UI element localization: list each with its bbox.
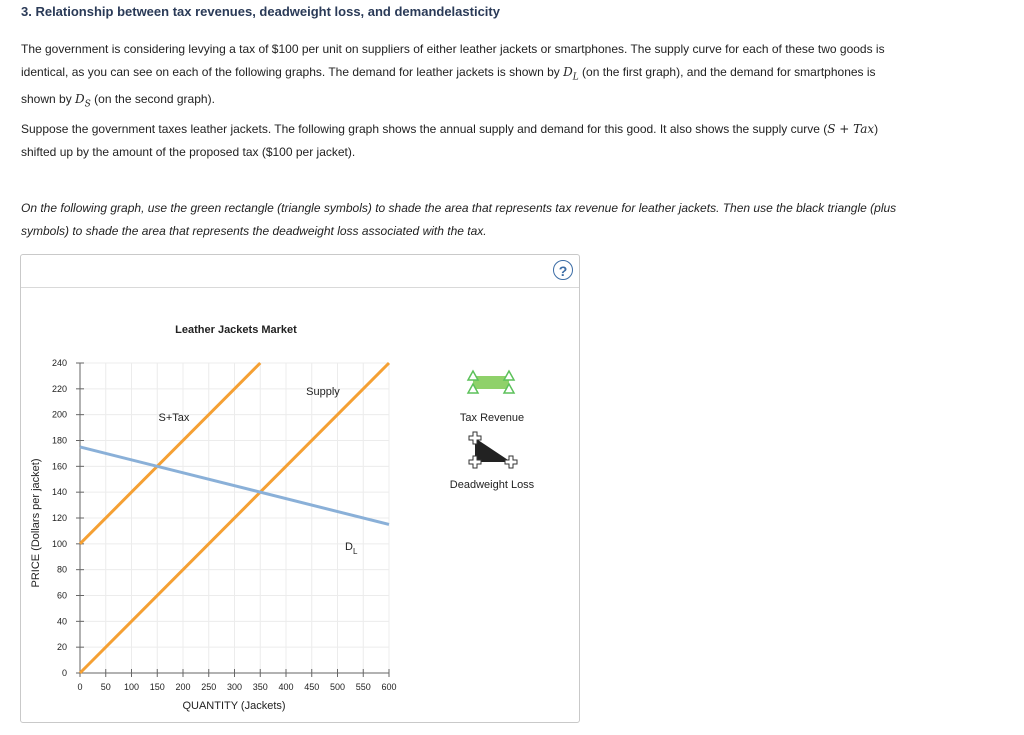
tax-text-1: Suppose the government taxes leather jackets. The following graph shows the annual supply and demand for this good. It also shows the supply curve ( xyxy=(21,122,828,136)
triangle-marker-icon xyxy=(504,371,514,380)
instruction-paragraph: On the following graph, use the green rectangle (triangle symbols) to shade the area that represents tax revenue for leather jackets. Then use the black triangle (plus symbols) to shade the area that represents the deadweight loss associated with the tax. xyxy=(21,201,897,238)
x-tick-label: 0 xyxy=(77,682,83,692)
chart-title: Leather Jackets Market xyxy=(175,324,297,336)
plus-marker-icon xyxy=(505,456,517,468)
chart-legend xyxy=(450,371,535,491)
graph-panel xyxy=(20,254,580,723)
y-tick-label: 160 xyxy=(51,461,67,472)
tax-revenue-swatch xyxy=(473,376,509,389)
y-tick-label: 240 xyxy=(51,358,67,368)
x-tick-label: 100 xyxy=(123,682,140,692)
x-tick-label: 50 xyxy=(100,682,111,692)
triangle-marker-icon xyxy=(468,371,478,380)
x-tick-label: 150 xyxy=(149,682,165,692)
y-tick-label: 100 xyxy=(51,538,67,549)
x-axis-label: QUANTITY (Jackets) xyxy=(182,700,286,712)
leather-jackets-chart[interactable] xyxy=(21,255,579,722)
demand-curve-label: $D_L$ xyxy=(345,541,358,556)
y-tick-label: 40 xyxy=(56,616,67,627)
x-tick-label: 450 xyxy=(304,682,320,692)
y-axis-label: PRICE (Dollars per jacket) xyxy=(30,458,42,588)
x-tick-label: 300 xyxy=(226,682,243,692)
x-tick-label: 600 xyxy=(381,682,397,692)
chart-series-labels xyxy=(159,386,358,556)
y-tick-label: 60 xyxy=(56,590,67,601)
tax-text-2: ) shifted up by the amount of the proposed tax ($100 per jacket). xyxy=(21,122,879,159)
x-tick-label: 400 xyxy=(278,682,294,692)
question-heading: 3. Relationship between tax revenues, deadweight loss, and demandelasticity xyxy=(21,4,500,19)
supply-curve-label: Supply xyxy=(306,386,340,398)
deadweight-loss-legend-label: Deadweight Loss xyxy=(449,479,535,491)
y-tick-label: 120 xyxy=(51,513,67,523)
supply-plus-tax-label: S+Tax xyxy=(158,412,190,424)
help-icon[interactable]: ? xyxy=(553,260,573,280)
supply-plus-tax-expression: S + Tax xyxy=(827,122,875,136)
x-tick-label: 250 xyxy=(201,682,217,692)
intro-text-2: (on the first graph), and the demand for smartphones is shown by xyxy=(21,64,876,107)
y-tick-label: 0 xyxy=(61,668,67,678)
intro-text-1: The government is considering levying a tax of $100 per unit on suppliers of either leather jackets or smartphones. The supply curve for each of these two goods is identical, as you can see on each of the following graphs. The demand for leather jackets is shown by xyxy=(21,42,885,79)
intro-text-3: (on the second graph). xyxy=(90,92,215,107)
x-tick-label: 500 xyxy=(329,682,346,692)
demand-smartphone-symbol: $D_S$ xyxy=(75,92,91,110)
y-tick-label: 220 xyxy=(51,383,67,394)
tax-paragraph xyxy=(21,118,911,163)
y-tick-label: 200 xyxy=(51,409,67,420)
x-tick-label: 200 xyxy=(175,682,191,692)
y-tick-label: 140 xyxy=(51,487,67,498)
tax-revenue-legend-label: Tax Revenue xyxy=(459,412,525,424)
y-tick-label: 180 xyxy=(51,435,67,446)
x-tick-label: 550 xyxy=(355,682,371,692)
demand-leather-symbol: $D_L$ xyxy=(563,64,579,82)
intro-paragraph xyxy=(21,38,911,116)
x-tick-label: 350 xyxy=(252,682,268,692)
y-tick-label: 20 xyxy=(56,642,67,653)
y-tick-label: 80 xyxy=(56,564,67,575)
deadweight-loss-swatch xyxy=(475,438,511,462)
